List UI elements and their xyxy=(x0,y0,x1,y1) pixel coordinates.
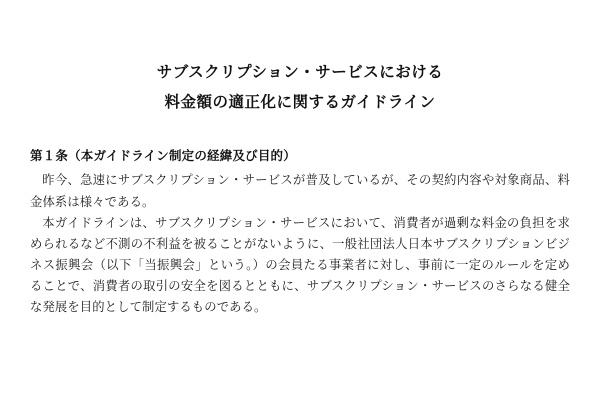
title-line-1: サブスクリプション・サービスにおける xyxy=(156,64,444,81)
section-paragraph-1: 昨今、急速にサブスクリプション・サービスが普及しているが、その契約内容や対象商品、料金体系は様々である。 xyxy=(30,173,570,209)
document-body xyxy=(30,58,570,318)
title-line-2: 料金額の適正化に関するガイドライン xyxy=(164,94,436,112)
document-title xyxy=(30,58,570,118)
section-heading-article-1: 第１条（本ガイドライン制定の経緯及び目的） xyxy=(30,149,296,164)
section-paragraph-2: 本ガイドラインは、サブスクリプション・サービスにおいて、消費者が過剰な料金の負担を求められるなど不測の不利益を被ることがないように、一般社団法人日本サブスクリプションビジネス振興会（以下「当振興会」という。）の会員たる事業者に対し、事前に一定のルールを定めることで、消費者の取引の安全を図るとともに、サブスクリプション・サービスのさらなる健全な発展を目的として制定するものである。 xyxy=(30,215,570,315)
